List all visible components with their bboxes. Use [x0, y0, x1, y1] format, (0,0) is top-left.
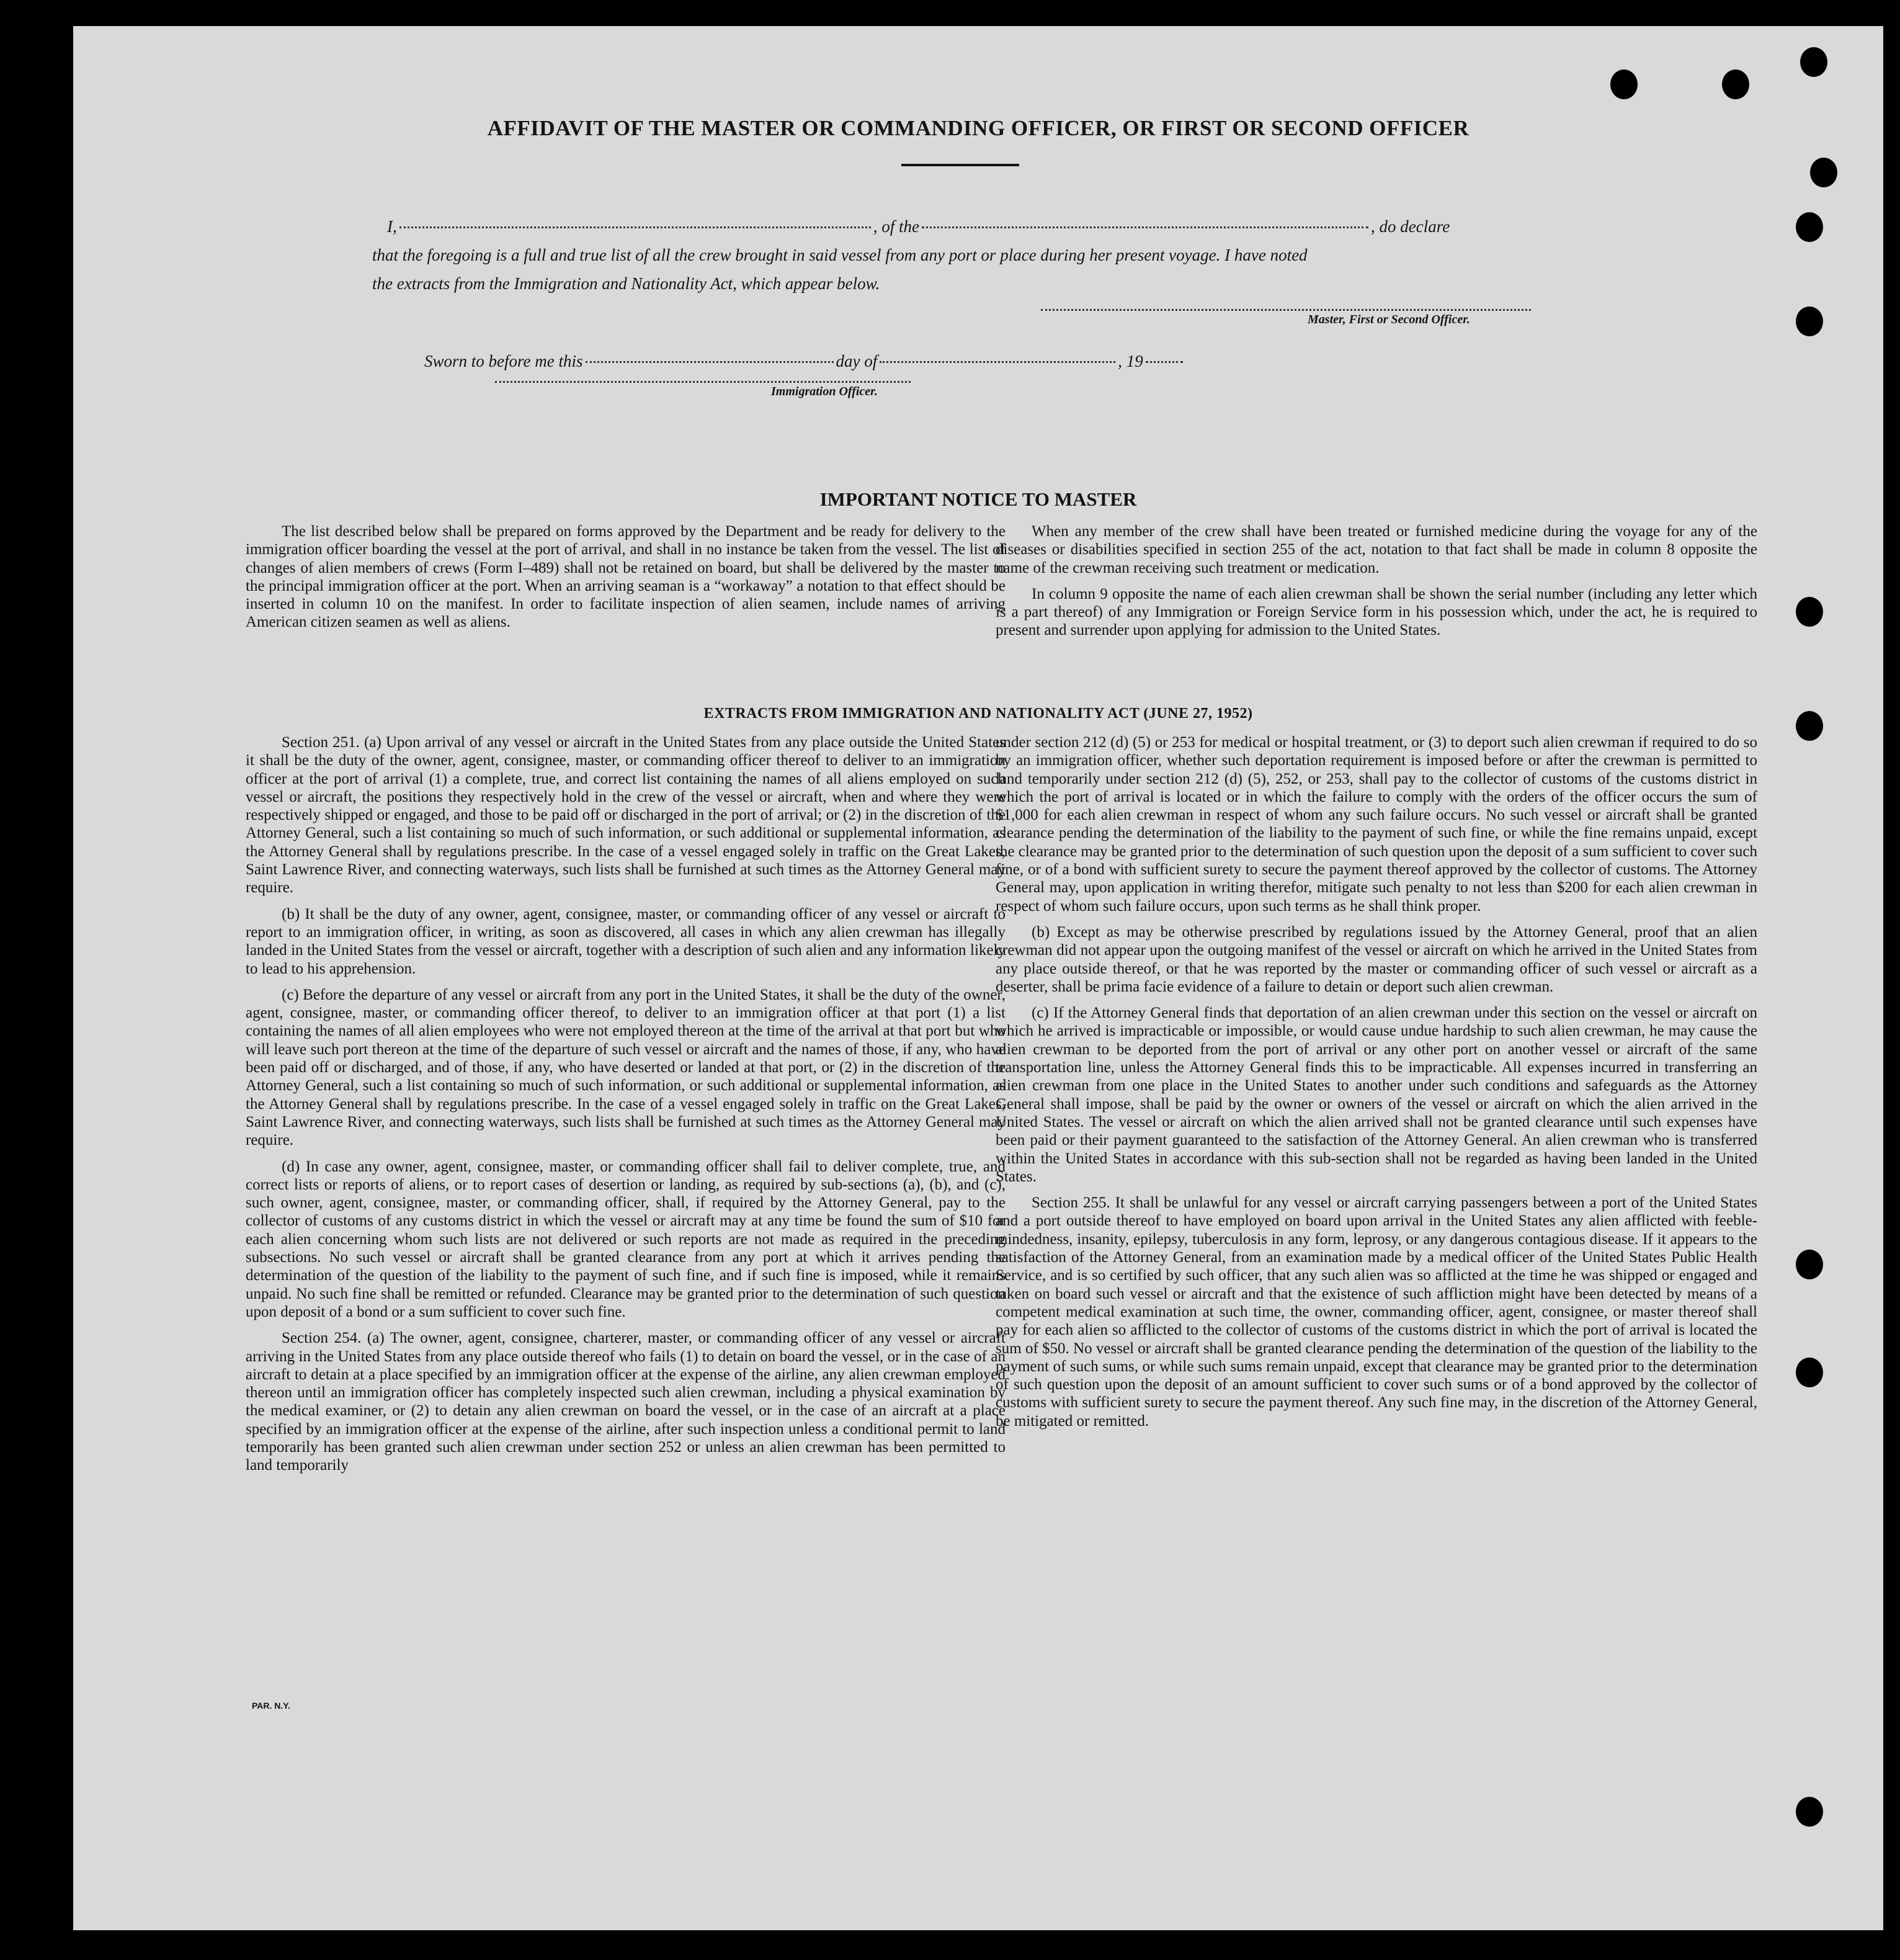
- master-caption: Master, First or Second Officer.: [1308, 313, 1470, 326]
- extract-paragraph: (b) It shall be the duty of any owner, agent, consignee, master, or commanding officer of any vessel or aircraft to report to an immigration officer, in writing, as soon as discovered, all cases in which any alien crewman has illegally landed in the United States from the vessel or aircraft, together with a description of such alien and any information likely to lead to his apprehension.: [246, 905, 1006, 977]
- punch-hole: [1810, 158, 1837, 187]
- day-of-label: day of: [836, 352, 878, 370]
- extract-paragraph: (c) Before the departure of any vessel or aircraft from any port in the United States, it shall be the duty of the owner, agent, consignee, master, or commanding officer thereof, to deliver to an immigration officer at that port (1) a list containing the names of all alien employees who were not employed thereon at the time of the arrival at that port but who will leave such port thereon at the time of the departure of such vessel or aircraft and the names of those, if any, who have been paid off or discharged, and of those, if any, who have deserted or landed at that port, or (2) in the discretion of the Attorney General, such a list containing so much of such information, or such additional or supplemental information, as the Attorney General shall by regulations prescribe. In the case of a vessel engaged solely in traffic on the Great Lakes, Saint Lawrence River, and connecting waterways, such lists shall be furnished at such times as the Attorney General may require.: [246, 986, 1006, 1149]
- declaration-line-2: that the foregoing is a full and true list of all the crew brought in said vessel from any port or place during her present voyage. I have noted: [372, 246, 1308, 264]
- sworn-year-blank[interactable]: [1146, 361, 1183, 363]
- immigration-officer-signature-line[interactable]: [495, 381, 911, 383]
- title-rule: [901, 164, 1019, 166]
- vessel-blank[interactable]: [922, 226, 1368, 228]
- extract-paragraph: (d) In case any owner, agent, consignee, master, or commanding officer shall fail to deliver complete, true, and correct lists or reports of aliens, or to report cases of desertion or landing, as required by sub-sections (a), (b), and (c), such owner, agent, consignee, master, or commanding officer, shall, if required by the Attorney General, pay to the collector of customs of any customs district in which the vessel or aircraft may at any time be found the sum of $10 for each alien concerning whom such lists are not delivered or such reports are not made as required in the preceding subsections. No such vessel or aircraft shall be granted clearance from any port at which it arrives pending the determination of the question of the liability to the payment of such fine, and if such fine is imposed, while it remains unpaid. No such fine shall be remitted or refunded. Clearance may be granted prior to the determination of such question upon deposit of a bond or a sum sufficient to cover such fine.: [246, 1158, 1006, 1320]
- master-signature-line[interactable]: [1041, 309, 1531, 311]
- extract-paragraph: (b) Except as may be otherwise prescribed by regulations issued by the Attorney General, proof that an alien crewman did not appear upon the outgoing manifest of the vessel or aircraft on which he arrived in the United States from any place outside thereof, or that he was reported by the master or commanding officer of such vessel or aircraft as a deserter, shall be prima facie evidence of a failure to detain or deport such alien crewman.: [996, 923, 1757, 995]
- document-page: [73, 26, 1883, 1930]
- declaration-of-the: , of the: [873, 217, 919, 236]
- sworn-label: Sworn to before me this: [424, 352, 583, 370]
- punch-hole: [1796, 597, 1823, 627]
- sworn-month-blank[interactable]: [880, 361, 1115, 363]
- declaration-line-3: the extracts from the Immigration and Nationality Act, which appear below.: [372, 274, 880, 293]
- declaration-block: [372, 212, 1615, 298]
- notice-left-column: [246, 522, 1006, 640]
- sworn-line: [424, 352, 1185, 371]
- extract-paragraph: (c) If the Attorney General finds that deportation of an alien crewman under this section on the vessel or aircraft on which he arrived is impracticable or impossible, or would cause undue hardship to such alien crewman, he may cause the alien crewman to be deported from the port of arrival or any other port on another vessel or aircraft of the same transportation line, unless the Attorney General finds this to be impracticable. All expenses incurred in transferring an alien crewman from one place in the United States to another under such conditions and safeguards as the Attorney General shall impose, shall be paid by the owner or owners of the vessel or aircraft on which the alien arrived in the United States. The vessel or aircraft on which the alien arrived shall not be granted clearance until such expenses have been paid or their payment guaranteed to the satisfaction of the Attorney General. An alien crewman who is transferred within the United States in accordance with this sub-section shall not be regarded as having been landed in the United States.: [996, 1005, 1757, 1185]
- affidavit-title: AFFIDAVIT OF THE MASTER OR COMMANDING OFFICER, OR FIRST OR SECOND OFFICER: [487, 116, 1470, 140]
- extracts-heading: EXTRACTS FROM IMMIGRATION AND NATIONALITY ACT (JUNE 27, 1952): [703, 705, 1253, 722]
- extract-paragraph: Section 251. (a) Upon arrival of any vessel or aircraft in the United States from any place outside the United States it shall be the duty of the owner, agent, consignee, master, or commanding officer thereof to deliver to an immigration officer at the port of arrival (1) a complete, true, and correct list containing the names of all aliens employed on such vessel or aircraft, the positions they respectively hold in the crew of the vessel or aircraft, when and where they were respectively shipped or engaged, and those to be paid off or discharged in the port of arrival; or (2) in the discretion of the Attorney General, such a list containing so much of such information, or such additional or supplemental information, as the Attorney General shall by regulations prescribe. In the case of a vessel engaged solely in traffic on the Great Lakes, Saint Lawrence River, and connecting waterways, such lists shall be furnished at such times as the Attorney General may require.: [246, 734, 1006, 897]
- extract-paragraph: under section 212 (d) (5) or 253 for medical or hospital treatment, or (3) to deport such alien crewman if required to do so by an immigration officer, whether such deportation requirement is imposed before or after the crewman is permitted to land temporarily under section 212 (d) (5), 252, or 253, shall pay to the collector of customs of the customs district in which the port of arrival is located or in which the failure to comply with the orders of the officer occurs the sum of $1,000 for each alien crewman in respect of whom any such failure occurs. No such vessel or aircraft shall be granted clearance pending the determination of the liability to the payment of such fine, or while the fine remains unpaid, except the clearance may be granted prior to the determination of such question upon the deposit of a sum sufficient to cover such fine, or of a bond with sufficient surety to secure the payment thereof approved by the collector of customs. The Attorney General may, upon application in writing therefor, mitigate such penalty to not less than $200 for each alien crewman in respect of whom such failure occurs, upon such terms as he shall think proper.: [996, 734, 1757, 915]
- declaration-start: I,: [387, 217, 397, 236]
- notice-left-paragraph: The list described below shall be prepared on forms approved by the Department and be ready for delivery to the immigration officer boarding the vessel at the port of arrival, and shall in no instance be taken from the vessel. The list of changes of alien members of crews (Form I–489) shall not be retained on board, but shall be delivered by the master to the principal immigration officer at the port. When an arriving seaman is a “workaway” a notation to that effect should be inserted in column 10 on the manifest. In order to facilitate inspection of alien seamen, include names of arriving American citizen seamen as well as aliens.: [246, 523, 1006, 631]
- punch-hole: [1796, 1797, 1823, 1827]
- year-label: , 19: [1118, 352, 1143, 370]
- declaration-do-declare: , do declare: [1371, 217, 1450, 236]
- extract-paragraph: Section 254. (a) The owner, agent, consignee, charterer, master, or commanding officer of any vessel or aircraft arriving in the United States from any place outside thereof who fails (1) to detain on board the vessel, or in the case of an aircraft to detain at a place specified by an immigration officer at the expense of the airline, any alien crewman employed thereon until an immigration officer has completely inspected such alien crewman, including a physical examination by the medical examiner, or (2) to detain any alien crewman on board the vessel, or in the case of an aircraft at a place specified by an immigration officer at the expense of the airline, after such inspection unless a conditional permit to land temporarily has been granted such alien crewman under section 252 or unless an alien crewman has been permitted to land temporarily: [246, 1330, 1006, 1474]
- punch-hole: [1800, 47, 1827, 77]
- notice-heading: IMPORTANT NOTICE TO MASTER: [819, 488, 1137, 510]
- declaration-line-1: [387, 212, 1615, 241]
- notice-right-paragraph-2: In column 9 opposite the name of each alien crewman shall be shown the serial number (including any letter which is a part thereof) of any Immigration or Foreign Service form in his possession which, under the act, he is required to present and surrender upon applying for admission to the United States.: [996, 585, 1757, 639]
- printer-mark: PAR. N.Y.: [252, 1701, 290, 1711]
- extracts-left-column: [246, 733, 1006, 1483]
- punch-hole: [1610, 69, 1638, 99]
- punch-hole: [1796, 212, 1823, 242]
- notice-right-paragraph-1: When any member of the crew shall have been treated or furnished medicine during the voyage for any of the diseases or disabilities specified in section 255 of the act, notation to that fact shall be made in column 8 opposite the name of the crewman receiving such treatment or medication.: [996, 523, 1757, 576]
- punch-hole: [1796, 1358, 1823, 1387]
- punch-hole: [1796, 307, 1823, 336]
- name-blank[interactable]: [399, 226, 871, 228]
- punch-hole: [1722, 69, 1749, 99]
- notice-right-column: [996, 522, 1757, 648]
- immigration-officer-caption: Immigration Officer.: [771, 385, 878, 398]
- extract-paragraph: Section 255. It shall be unlawful for any vessel or aircraft carrying passengers between a port of the United States and a port outside thereof to have employed on board upon arrival in the United States any alien afflicted with feeble-mindedness, insanity, epilepsy, tuberculosis in any form, leprosy, or any dangerous contagious disease. If it appears to the satisfaction of the Attorney General, from an examination made by a medical officer of the United States Public Health Service, and is so certified by such officer, that any such alien was so afflicted at the time he was shipped or engaged and taken on board such vessel or aircraft and that the existence of such affliction might have been detected by means of a competent medical examination at such time, the owner, commanding officer, agent, consignee, or master thereof shall pay for each alien so afflicted to the collector of customs of the customs district in which the port of arrival is located the sum of $50. No vessel or aircraft shall be granted clearance pending the determination of the question of the liability to the payment of such sums, or while such sums remain unpaid, except that clearance may be granted prior to the determination of such question upon the deposit of an amount sufficient to cover such sums or of a bond approved by the collector of customs with sufficient surety to secure the payment thereof. Any such fine may, in the discretion of the Attorney General, be mitigated or remitted.: [996, 1194, 1757, 1430]
- punch-hole: [1796, 1250, 1823, 1279]
- extracts-right-column: [996, 733, 1757, 1438]
- sworn-day-blank[interactable]: [586, 361, 834, 363]
